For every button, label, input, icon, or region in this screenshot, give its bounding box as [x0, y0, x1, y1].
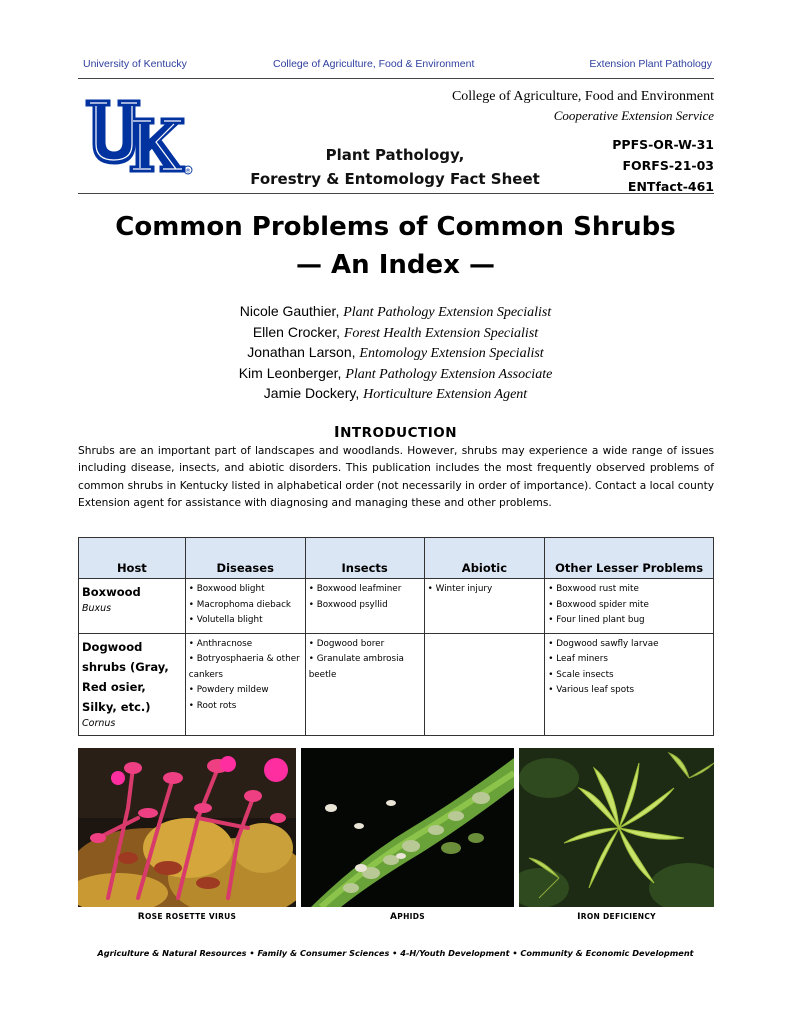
column-header-abiotic: Abiotic	[424, 538, 545, 579]
host-name: Boxwood	[82, 585, 141, 599]
column-header-diseases: Diseases	[185, 538, 305, 579]
introduction-text: Shrubs are an important part of landscapes and woodlands. However, shrubs may experience a wide range of issues including disease, insects, and abiotic disorders. This publication includes the most frequently observed problems of common shrubs in Kentucky listed in alphabetical order (not necessarily in order of importance). Contact a local county Extension agent for assistance with diagnosing and managing these and other problems.	[78, 445, 714, 509]
insects-cell	[305, 579, 424, 634]
pub-number: ENTfact-461	[627, 179, 714, 194]
author-name: Nicole Gauthier,	[239, 303, 344, 319]
footer-programs: Agriculture & Natural Resources • Family & Consumer Sciences • 4-H/Youth Development • Community & Economic Development	[97, 948, 694, 958]
introduction-heading	[0, 423, 791, 441]
author-line	[0, 364, 791, 385]
table-row	[79, 579, 714, 634]
column-header-host: Host	[79, 538, 186, 579]
title-line1: Common Problems of Common Shrubs	[115, 212, 676, 242]
list-item: • Macrophoma dieback	[188, 599, 292, 610]
pub-number: PPFS-OR-W-31	[612, 137, 714, 152]
fact-sheet-line1: Plant Pathology,	[325, 146, 465, 164]
uk-logo-icon	[84, 96, 194, 176]
photo-caption: ROSE ROSETTE VIRUS	[137, 912, 237, 922]
author-role: Plant Pathology Extension Specialist	[343, 305, 552, 320]
photo-caption: APHIDS	[390, 912, 425, 922]
list-item: • Anthracnose	[188, 638, 253, 649]
author-line	[0, 343, 791, 364]
aphids-image	[301, 748, 514, 907]
heading-rest: NTRODUCTION	[340, 425, 458, 441]
pub-number: FORFS-21-03	[622, 158, 714, 173]
author-line	[0, 323, 791, 344]
list-item: • Winter injury	[427, 584, 493, 594]
extension-service: Cooperative Extension Service	[553, 108, 714, 123]
list-item: • Dogwood sawfly larvae	[548, 638, 659, 649]
author-list	[0, 302, 791, 405]
host-cell	[79, 633, 186, 735]
list-item: • Volutella blight	[188, 615, 263, 625]
column-header-insects: Insects	[305, 538, 424, 579]
list-item: • Scale insects	[548, 669, 614, 680]
other-cell	[545, 633, 714, 735]
author-name: Kim Leonberger,	[238, 364, 346, 381]
page-title	[0, 208, 791, 284]
list-item: • Boxwood spider mite	[548, 599, 649, 610]
photo-rose-rosette	[78, 748, 296, 907]
title-line2: — An Index —	[296, 250, 495, 280]
college-block	[452, 87, 714, 125]
heading-initial: I	[333, 423, 341, 441]
list-item: • Botryosphaeria & other cankers	[188, 654, 300, 680]
host-scientific-name: Buxus	[82, 603, 112, 614]
author-role: Entomology Extension Specialist	[359, 346, 544, 361]
college-name: College of Agriculture, Food and Environment	[451, 89, 714, 104]
header-rule	[78, 78, 714, 79]
list-item: • Boxwood leafminer	[308, 584, 402, 594]
author-name: Jonathan Larson,	[247, 344, 360, 360]
photo-aphids	[301, 748, 514, 907]
other-cell	[545, 579, 714, 634]
problems-table	[78, 537, 714, 736]
photo-iron-deficiency	[519, 748, 714, 907]
list-item: • Leaf miners	[548, 654, 608, 664]
column-header-other: Other Lesser Problems	[545, 538, 714, 579]
rose-rosette-image	[78, 748, 296, 907]
list-item: • Powdery mildew	[188, 685, 269, 695]
author-line	[0, 384, 791, 405]
fact-sheet-label	[230, 143, 560, 191]
author-role: Plant Pathology Extension Associate	[345, 366, 553, 382]
fact-sheet-line2: Forestry & Entomology Fact Sheet	[250, 170, 540, 188]
publication-numbers	[612, 134, 714, 197]
top-bar	[78, 58, 714, 74]
college-link[interactable]: College of Agriculture, Food & Environment	[273, 58, 475, 70]
uk-logo	[84, 96, 194, 176]
insects-cell	[305, 633, 424, 735]
list-item: • Various leaf spots	[548, 685, 635, 695]
diseases-cell	[185, 579, 305, 634]
list-item: • Four lined plant bug	[548, 615, 645, 625]
list-item: • Dogwood borer	[308, 638, 385, 649]
university-link[interactable]: University of Kentucky	[83, 58, 187, 70]
diseases-cell	[185, 633, 305, 735]
host-cell	[79, 579, 186, 634]
author-name: Jamie Dockery,	[263, 385, 364, 401]
photo-caption: IRON DEFICIENCY	[577, 912, 656, 922]
list-item: • Granulate ambrosia beetle	[308, 654, 404, 680]
department-link[interactable]: Extension Plant Pathology	[589, 58, 712, 70]
author-role: Horticulture Extension Agent	[363, 387, 528, 402]
author-role: Forest Health Extension Specialist	[343, 325, 539, 341]
list-item: • Root rots	[188, 700, 237, 711]
list-item: • Boxwood psyllid	[308, 599, 388, 610]
registered-mark: ®	[185, 168, 191, 175]
abiotic-cell	[424, 633, 545, 735]
author-line	[0, 302, 791, 323]
iron-deficiency-image	[519, 748, 714, 907]
list-item: • Boxwood rust mite	[548, 584, 639, 594]
title-rule	[78, 193, 714, 194]
author-name: Ellen Crocker,	[252, 323, 344, 340]
abiotic-cell	[424, 579, 545, 634]
table-header-row	[79, 538, 714, 579]
list-item: • Boxwood blight	[188, 584, 265, 594]
host-scientific-name: Cornus	[82, 717, 116, 729]
host-name: Dogwood shrubs (Gray, Red osier, Silky, etc.)	[82, 639, 169, 714]
table-row	[79, 633, 714, 735]
